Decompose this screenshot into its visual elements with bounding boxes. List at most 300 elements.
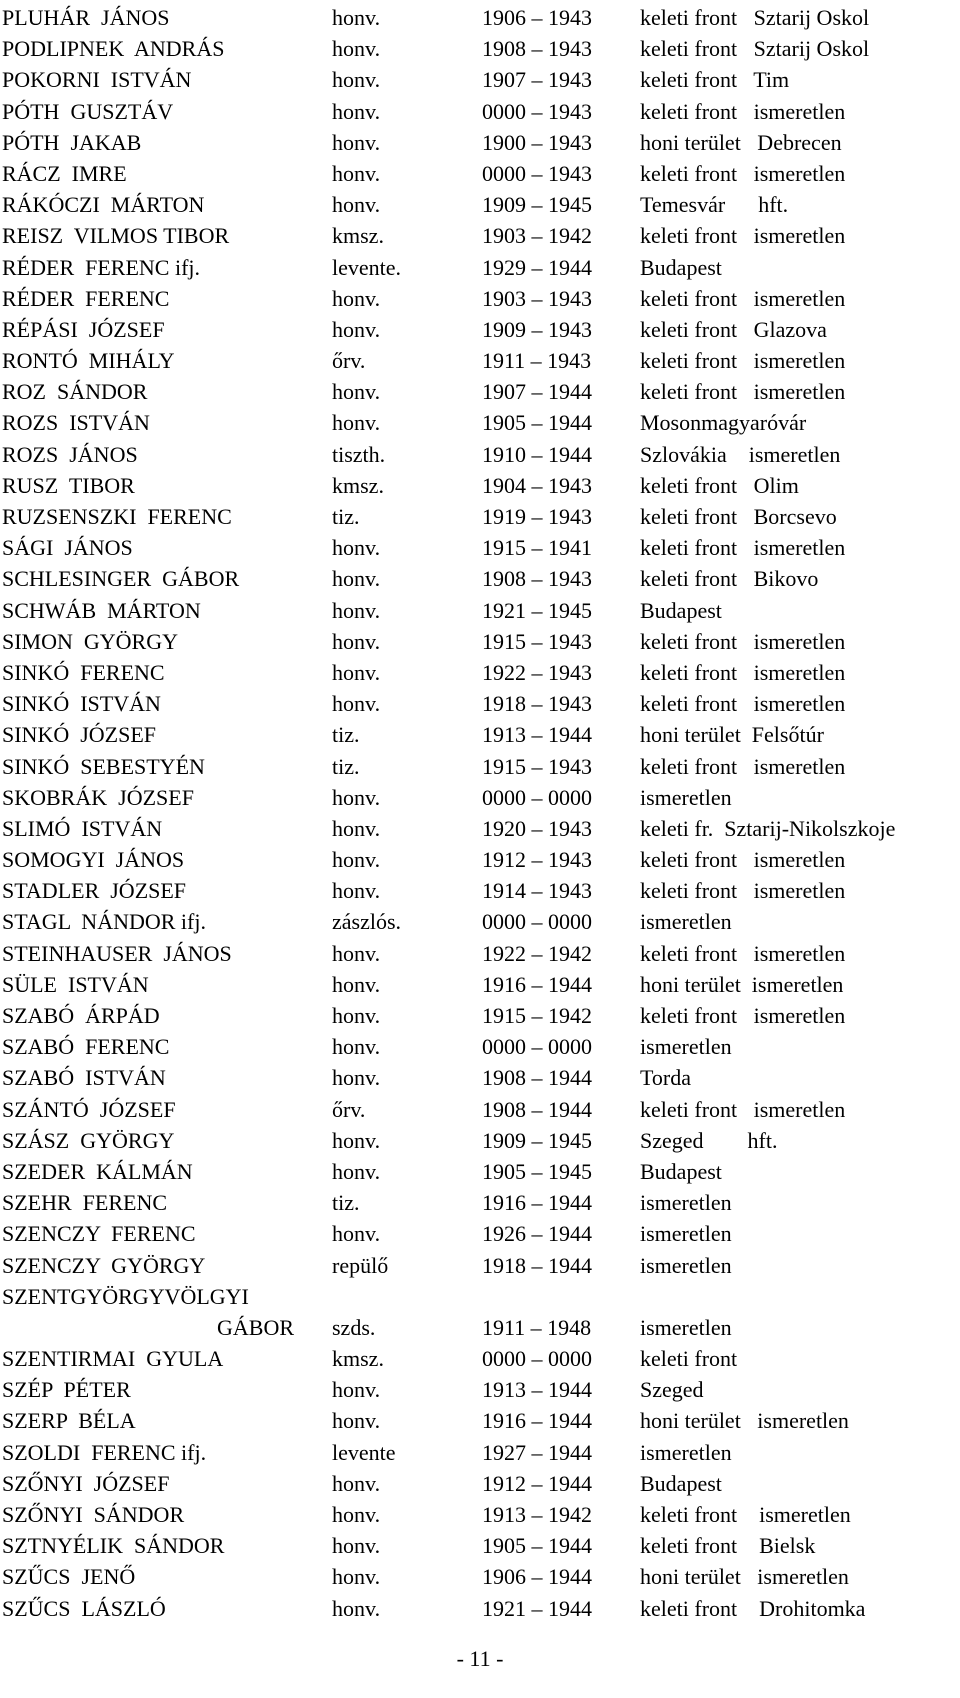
list-item [0, 1000, 960, 1031]
list-item [0, 1281, 960, 1343]
rank: levente. [332, 254, 402, 280]
rank: honv. [332, 1127, 381, 1153]
death-place: ismeretlen [640, 1314, 732, 1340]
death-place: Budapest [640, 1470, 722, 1496]
person-name-line: SZERP BÉLA [2, 1408, 136, 1434]
rank: honv. [332, 98, 381, 124]
person-name [2, 127, 141, 158]
person-name [2, 1000, 160, 1031]
life-years: 1905 – 1944 [482, 410, 592, 436]
person-name-line: ROZS JÁNOS [2, 441, 138, 467]
person-name [2, 532, 133, 563]
rank: tiz. [332, 753, 360, 779]
rank: honv. [332, 628, 381, 654]
rank: kmsz. [332, 472, 384, 498]
person-name-line: SZENCZY FERENC [2, 1221, 196, 1247]
rank: repülő [332, 1252, 389, 1278]
person-name [2, 283, 169, 314]
rank: tiszth. [332, 441, 386, 467]
life-years: 1927 – 1944 [482, 1439, 592, 1465]
person-name [2, 1530, 224, 1561]
life-years: 1907 – 1943 [482, 67, 592, 93]
rank: honv. [332, 1595, 381, 1621]
person-name [2, 657, 165, 688]
death-place: ismeretlen [640, 1190, 732, 1216]
death-place: keleti front ismeretlen [640, 535, 846, 561]
person-name [2, 844, 184, 875]
list-item [0, 1031, 960, 1062]
person-name-line: SZEHR FERENC [2, 1190, 168, 1216]
life-years: 0000 – 0000 [482, 784, 592, 810]
life-years: 0000 – 0000 [482, 1346, 592, 1372]
person-name [2, 595, 201, 626]
person-name [2, 813, 162, 844]
life-years: 1916 – 1944 [482, 971, 592, 997]
death-place: keleti front ismeretlen [640, 1003, 846, 1028]
death-place: Budapest [640, 1158, 722, 1184]
person-name [2, 33, 224, 64]
death-place: ismeretlen [640, 1221, 732, 1247]
death-place: keleti front ismeretlen [640, 878, 846, 904]
life-years: 1921 – 1945 [482, 597, 592, 623]
list-item [0, 751, 960, 782]
rank: honv. [332, 1065, 381, 1091]
person-name-line: RÁKÓCZI MÁRTON [2, 192, 205, 218]
person-name [2, 64, 191, 95]
person-name [2, 719, 156, 750]
life-years: 0000 – 1943 [482, 160, 592, 186]
life-years: 1911 – 1948 [482, 1314, 592, 1340]
life-years: 1910 – 1944 [482, 441, 592, 467]
person-name [2, 345, 175, 376]
list-item [0, 345, 960, 376]
death-place: Szlovákia ismeretlen [640, 441, 841, 467]
person-name-line: PODLIPNEK ANDRÁS [2, 36, 225, 62]
rank: honv. [332, 1502, 381, 1528]
person-name-line: ROZS ISTVÁN [2, 410, 150, 436]
death-place: keleti front Borcsevo [640, 504, 837, 529]
person-name [2, 376, 147, 407]
person-name-line: REISZ VILMOS TIBOR [2, 223, 230, 249]
life-years: 1908 – 1944 [482, 1096, 592, 1122]
person-name-line: RÉDER FERENC [2, 285, 170, 311]
person-name-line: SZÁSZ GYÖRGY [2, 1127, 175, 1153]
death-place: keleti front Olim [640, 472, 799, 498]
life-years: 1921 – 1944 [482, 1595, 592, 1621]
death-place: keleti front Sztarij Oskol [640, 36, 870, 62]
person-name-line: RUZSENSZKI FERENC [2, 504, 232, 529]
life-years: 1906 – 1943 [482, 5, 592, 30]
person-name [2, 1094, 176, 1125]
person-name [2, 1561, 135, 1592]
death-place: keleti front ismeretlen [640, 628, 846, 654]
list-item [0, 595, 960, 626]
list-item [0, 563, 960, 594]
person-name-line: SZTNYÉLIK SÁNDOR [2, 1533, 225, 1559]
life-years: 0000 – 1943 [482, 98, 592, 124]
person-name [2, 626, 178, 657]
person-name [2, 158, 127, 189]
list-item [0, 33, 960, 64]
life-years: 1906 – 1944 [482, 1564, 592, 1590]
person-name-continued: GÁBOR [217, 1314, 295, 1340]
rank: honv. [332, 597, 381, 623]
person-name-line: SZÁNTÓ JÓZSEF [2, 1096, 176, 1122]
death-place: keleti front Tim [640, 67, 790, 93]
life-years: 1911 – 1943 [482, 348, 592, 374]
life-years: 1909 – 1943 [482, 316, 592, 342]
rank: honv. [332, 1034, 381, 1060]
life-years: 1915 – 1943 [482, 628, 592, 654]
death-place: keleti front ismeretlen [640, 285, 846, 311]
list-item [0, 1125, 960, 1156]
person-name-line: SINKÓ FERENC [2, 659, 165, 685]
rank: honv. [332, 535, 381, 561]
list-item [0, 782, 960, 813]
person-name [2, 96, 173, 127]
list-item [0, 1437, 960, 1468]
person-name-line: SINKÓ JÓZSEF [2, 722, 157, 748]
death-place: honi terület Felsőtúr [640, 722, 824, 748]
death-place: keleti front ismeretlen [640, 160, 846, 186]
person-name-line: SCHWÁB MÁRTON [2, 597, 201, 623]
list-item [0, 1062, 960, 1093]
death-place: honi terület ismeretlen [640, 1564, 849, 1590]
rank: honv. [332, 160, 381, 186]
life-years: 1900 – 1943 [482, 129, 592, 155]
life-years: 1912 – 1944 [482, 1470, 592, 1496]
life-years: 1929 – 1944 [482, 254, 592, 280]
person-name [2, 470, 135, 501]
rank: honv. [332, 784, 381, 810]
person-name [2, 1593, 166, 1624]
life-years: 1908 – 1943 [482, 566, 592, 592]
list-item [0, 844, 960, 875]
person-name-line: PLUHÁR JÁNOS [2, 5, 170, 30]
list-item [0, 220, 960, 251]
list-item [0, 1530, 960, 1561]
list-item [0, 906, 960, 937]
rank: honv. [332, 379, 381, 405]
list-item [0, 501, 960, 532]
person-name-line: SZŐNYI JÓZSEF [2, 1470, 170, 1496]
life-years: 1918 – 1944 [482, 1252, 592, 1278]
life-years: 1913 – 1942 [482, 1502, 592, 1528]
rank: honv. [332, 1221, 381, 1247]
death-place: keleti front ismeretlen [640, 659, 846, 685]
life-years: 1919 – 1943 [482, 504, 592, 529]
person-name-line: PÓTH GUSZTÁV [2, 98, 174, 124]
person-name [2, 1343, 223, 1374]
person-name-line: SZABÓ ISTVÁN [2, 1065, 166, 1091]
list-item [0, 127, 960, 158]
person-name-line: ROZ SÁNDOR [2, 379, 148, 405]
rank: honv. [332, 1564, 381, 1590]
rank: tiz. [332, 1190, 360, 1216]
life-years: 1922 – 1942 [482, 940, 592, 966]
person-name [2, 563, 239, 594]
person-name-line: RÁCZ IMRE [2, 160, 127, 186]
person-name [2, 1250, 205, 1281]
death-place: ismeretlen [640, 784, 732, 810]
death-place: ismeretlen [640, 1439, 732, 1465]
rank: honv. [332, 129, 381, 155]
list-item [0, 1250, 960, 1281]
life-years: 1915 – 1942 [482, 1003, 592, 1028]
rank: őrv. [332, 1096, 366, 1122]
list-item [0, 1468, 960, 1499]
list-item [0, 532, 960, 563]
rank: honv. [332, 815, 381, 841]
list-item [0, 439, 960, 470]
person-name-line: SZENCZY GYÖRGY [2, 1252, 206, 1278]
list-item [0, 813, 960, 844]
rank: honv. [332, 316, 381, 342]
life-years: 1914 – 1943 [482, 878, 592, 904]
death-place: keleti front ismeretlen [640, 940, 846, 966]
person-name-line: POKORNI ISTVÁN [2, 67, 192, 93]
person-name-line: STEINHAUSER JÁNOS [2, 940, 232, 966]
death-place: ismeretlen [640, 1034, 732, 1060]
person-name-line: SZENTGYÖRGYVÖLGYI [2, 1283, 249, 1309]
person-name [2, 1125, 174, 1156]
person-name-line: SOMOGYI JÁNOS [2, 847, 185, 873]
person-name [2, 1156, 193, 1187]
person-name [2, 314, 165, 345]
rank: honv. [332, 1158, 381, 1184]
list-item [0, 314, 960, 345]
life-years: 1908 – 1943 [482, 36, 592, 62]
list-item [0, 407, 960, 438]
death-place: keleti front ismeretlen [640, 753, 846, 779]
life-years: 0000 – 0000 [482, 909, 592, 935]
rank: honv. [332, 659, 381, 685]
person-name-line: SZABÓ FERENC [2, 1034, 170, 1060]
life-years: 1915 – 1943 [482, 753, 592, 779]
death-place: Budapest [640, 597, 722, 623]
rank: honv. [332, 1377, 381, 1403]
person-name-line: SKOBRÁK JÓZSEF [2, 784, 194, 810]
death-place: keleti front ismeretlen [640, 691, 846, 717]
person-name [2, 501, 232, 532]
life-years: 1903 – 1942 [482, 223, 592, 249]
death-place: honi terület ismeretlen [640, 1408, 849, 1434]
death-place: ismeretlen [640, 909, 732, 935]
life-years: 1905 – 1945 [482, 1158, 592, 1184]
person-name [2, 938, 232, 969]
person-name [2, 969, 149, 1000]
rank: tiz. [332, 504, 360, 529]
person-name-line: SÁGI JÁNOS [2, 535, 133, 561]
list-item [0, 1187, 960, 1218]
person-name-line: SINKÓ ISTVÁN [2, 691, 161, 717]
life-years: 1913 – 1944 [482, 1377, 592, 1403]
rank: honv. [332, 5, 381, 30]
rank: honv. [332, 971, 381, 997]
person-name [2, 1468, 169, 1499]
casualty-list [0, 2, 960, 1624]
rank: honv. [332, 847, 381, 873]
person-name [2, 1374, 131, 1405]
death-place: Szeged hft. [640, 1127, 778, 1153]
person-name-line: SZABÓ ÁRPÁD [2, 1003, 160, 1028]
life-years: 1907 – 1944 [482, 379, 592, 405]
person-name [2, 1437, 206, 1468]
rank: kmsz. [332, 1346, 384, 1372]
person-name [2, 439, 138, 470]
page-number: - 11 - [456, 1646, 504, 1671]
rank: zászlós. [332, 909, 402, 935]
rank: honv. [332, 285, 381, 311]
life-years: 1916 – 1944 [482, 1190, 592, 1216]
rank: tiz. [332, 722, 360, 748]
list-item [0, 252, 960, 283]
death-place: keleti front ismeretlen [640, 223, 846, 249]
person-name [2, 1187, 167, 1218]
death-place: keleti front ismeretlen [640, 1502, 851, 1528]
death-place: honi terület Debrecen [640, 129, 842, 155]
person-name-line: RÉDER FERENC ifj. [2, 254, 201, 280]
death-place: keleti fr. Sztarij-Nikolszkoje [640, 815, 896, 841]
rank: honv. [332, 878, 381, 904]
death-place: ismeretlen [640, 1252, 732, 1278]
list-item [0, 1218, 960, 1249]
life-years: 1903 – 1943 [482, 285, 592, 311]
list-item [0, 189, 960, 220]
person-name [2, 407, 150, 438]
list-item [0, 875, 960, 906]
life-years: 1920 – 1943 [482, 815, 592, 841]
life-years: 1908 – 1944 [482, 1065, 592, 1091]
death-place: keleti front [640, 1346, 738, 1372]
person-name [2, 2, 169, 33]
list-item [0, 938, 960, 969]
list-item [0, 719, 960, 750]
rank: honv. [332, 940, 381, 966]
life-years: 1912 – 1943 [482, 847, 592, 873]
death-place: keleti front ismeretlen [640, 379, 846, 405]
list-item [0, 688, 960, 719]
person-name-line: SLIMÓ ISTVÁN [2, 815, 163, 841]
life-years: 1918 – 1943 [482, 691, 592, 717]
death-place: keleti front ismeretlen [640, 98, 846, 124]
list-item [0, 969, 960, 1000]
life-years: 0000 – 0000 [482, 1034, 592, 1060]
rank: honv. [332, 1408, 381, 1434]
rank: szds. [332, 1314, 376, 1340]
person-name [2, 906, 206, 937]
death-place: keleti front Glazova [640, 316, 827, 342]
rank: honv. [332, 1003, 381, 1028]
person-name [2, 688, 161, 719]
list-item [0, 1094, 960, 1125]
death-place: keleti front ismeretlen [640, 348, 846, 374]
person-name [2, 1218, 196, 1249]
life-years: 1909 – 1945 [482, 192, 592, 218]
person-name-line: RÉPÁSI JÓZSEF [2, 316, 165, 342]
list-item [0, 657, 960, 688]
life-years: 1922 – 1943 [482, 659, 592, 685]
list-item [0, 1156, 960, 1187]
list-item [0, 64, 960, 95]
death-place: keleti front ismeretlen [640, 847, 846, 873]
death-place: honi terület ismeretlen [640, 971, 844, 997]
death-place: Budapest [640, 254, 722, 280]
person-name-line: SZŐNYI SÁNDOR [2, 1502, 185, 1528]
rank: honv. [332, 1470, 381, 1496]
person-name [2, 751, 205, 782]
death-place: keleti front Bikovo [640, 566, 819, 592]
rank: honv. [332, 1533, 381, 1559]
death-place: Torda [640, 1065, 691, 1091]
person-name [2, 1062, 166, 1093]
list-item [0, 96, 960, 127]
rank: honv. [332, 192, 381, 218]
person-name [2, 1281, 294, 1343]
person-name-line: STAGL NÁNDOR ifj. [2, 909, 206, 935]
rank: honv. [332, 566, 381, 592]
life-years: 1915 – 1941 [482, 535, 592, 561]
death-place: Mosonmagyaróvár [640, 410, 807, 436]
person-name-line: SCHLESINGER GÁBOR [2, 566, 240, 592]
person-name [2, 875, 186, 906]
person-name [2, 1499, 184, 1530]
list-item [0, 1374, 960, 1405]
life-years: 1905 – 1944 [482, 1533, 592, 1559]
life-years: 1926 – 1944 [482, 1221, 592, 1247]
rank: kmsz. [332, 223, 384, 249]
rank: honv. [332, 691, 381, 717]
life-years: 1909 – 1945 [482, 1127, 592, 1153]
life-years: 1904 – 1943 [482, 472, 592, 498]
person-name-line: RUSZ TIBOR [2, 472, 135, 498]
person-name-line: STADLER JÓZSEF [2, 878, 187, 904]
person-name-line: RONTÓ MIHÁLY [2, 348, 175, 374]
death-place: Temesvár hft. [640, 192, 789, 218]
rank: őrv. [332, 348, 366, 374]
rank: honv. [332, 36, 381, 62]
list-item [0, 1561, 960, 1592]
rank: honv. [332, 410, 381, 436]
person-name [2, 1031, 169, 1062]
person-name-line: SÜLE ISTVÁN [2, 971, 149, 997]
person-name [2, 220, 229, 251]
person-name-line: SZOLDI FERENC ifj. [2, 1439, 207, 1465]
person-name-line: SZŰCS LÁSZLÓ [2, 1595, 166, 1621]
person-name [2, 189, 204, 220]
list-item [0, 1593, 960, 1624]
list-item [0, 376, 960, 407]
life-years: 1913 – 1944 [482, 722, 592, 748]
person-name-line: SZÉP PÉTER [2, 1377, 131, 1403]
person-name-line: SZENTIRMAI GYULA [2, 1346, 224, 1372]
life-years: 1916 – 1944 [482, 1408, 592, 1434]
rank: levente [332, 1439, 396, 1465]
list-item [0, 283, 960, 314]
list-item [0, 1343, 960, 1374]
death-place: Szeged [640, 1377, 704, 1403]
person-name-line: SZŰCS JENŐ [2, 1564, 136, 1590]
person-name [2, 782, 194, 813]
person-name-line: PÓTH JAKAB [2, 129, 142, 155]
rank: honv. [332, 67, 381, 93]
list-item [0, 158, 960, 189]
person-name-line: SIMON GYÖRGY [2, 628, 179, 654]
person-name-line: SINKÓ SEBESTYÉN [2, 753, 205, 779]
death-place: keleti front Bielsk [640, 1533, 816, 1559]
person-name-line: SZEDER KÁLMÁN [2, 1158, 193, 1184]
death-place: keleti front ismeretlen [640, 1096, 846, 1122]
